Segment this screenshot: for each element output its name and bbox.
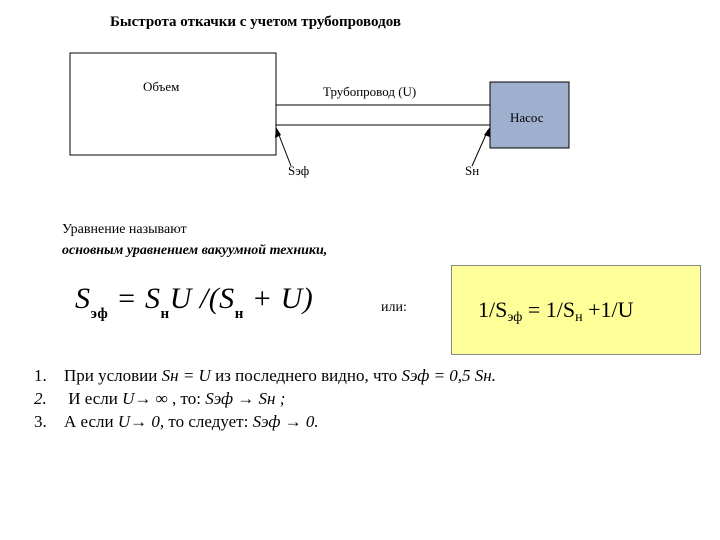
condition-number: 1. bbox=[34, 366, 47, 385]
pipe-label: Трубопровод (U) bbox=[323, 84, 417, 99]
formula-sub-n: н bbox=[160, 306, 170, 322]
s-eff-arrowhead bbox=[275, 127, 281, 138]
condition-text: А если bbox=[64, 412, 118, 431]
volume-label: Объем bbox=[143, 79, 180, 94]
condition-number: 3. bbox=[34, 412, 47, 431]
slide-title: Быстрота откачки с учетом трубопроводов bbox=[110, 14, 401, 30]
description-line-1: Уравнение называют bbox=[62, 222, 187, 237]
s-eff-label: Sэф bbox=[288, 163, 310, 178]
conditions-list bbox=[34, 364, 496, 433]
volume-box bbox=[70, 53, 276, 155]
equation-description bbox=[62, 219, 327, 261]
formula-sub-eff: эф bbox=[90, 306, 109, 322]
formula-end: + U) bbox=[243, 282, 314, 315]
condition-expr: U→ 0, bbox=[117, 412, 165, 431]
formula-mid: U /(S bbox=[169, 282, 235, 315]
alt-formula-part-1: 1/S bbox=[478, 297, 508, 322]
condition-expr: U→ ∞ bbox=[122, 389, 168, 408]
condition-number: 2. bbox=[34, 389, 47, 408]
condition-item-2 bbox=[34, 387, 496, 410]
alt-formula-part-3: +1/U bbox=[582, 297, 634, 322]
condition-text: При условии bbox=[64, 366, 162, 385]
condition-item-3 bbox=[34, 410, 496, 433]
formula-eq: = S bbox=[108, 282, 161, 315]
description-line-2: основным уравнением вакуумной техники, bbox=[62, 243, 328, 258]
or-label: или: bbox=[381, 300, 407, 315]
alt-formula-sub-n: н bbox=[575, 310, 583, 325]
condition-expr: Sэф = 0,5 Sн. bbox=[401, 366, 496, 385]
main-formula bbox=[75, 282, 313, 323]
formula-s: S bbox=[75, 282, 91, 315]
pump-label: Насос bbox=[510, 110, 544, 125]
alt-formula-sub-eff: эф bbox=[507, 310, 523, 325]
alt-formula-part-2: = 1/S bbox=[522, 297, 576, 322]
condition-text: И если bbox=[64, 389, 123, 408]
condition-text: , то: bbox=[167, 389, 206, 408]
condition-text: то следует: bbox=[164, 412, 253, 431]
condition-expr: Sэф → 0. bbox=[252, 412, 319, 431]
s-n-label: Sн bbox=[465, 163, 480, 178]
condition-item-1 bbox=[34, 364, 496, 387]
condition-text: из последнего видно, что bbox=[210, 366, 402, 385]
condition-expr: Sэф → Sн ; bbox=[205, 389, 286, 408]
s-n-arrowhead bbox=[484, 127, 490, 137]
alt-formula bbox=[478, 297, 634, 326]
condition-expr: Sн = U bbox=[161, 366, 211, 385]
formula-sub-n-2: н bbox=[234, 306, 244, 322]
